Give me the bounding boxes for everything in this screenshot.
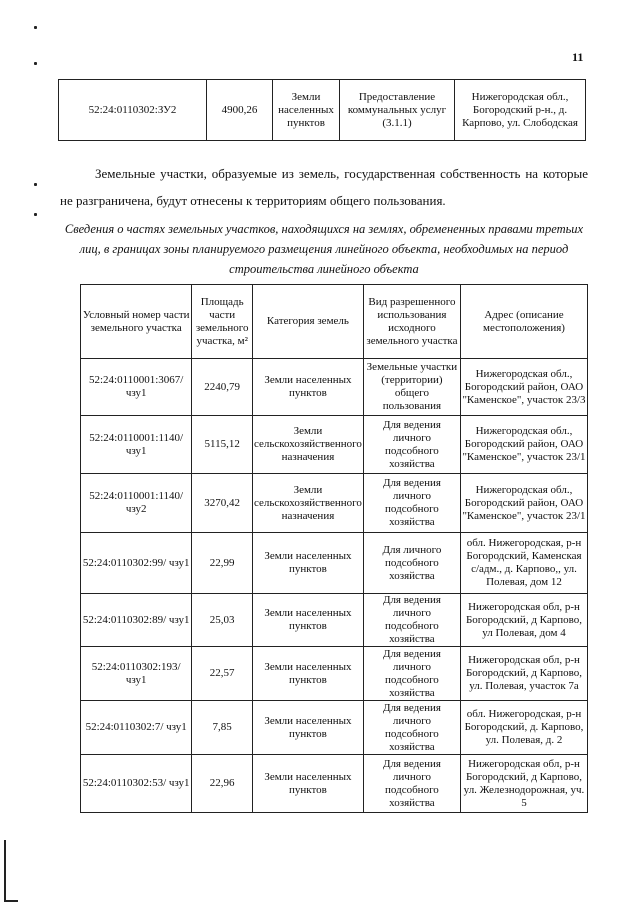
column-header: Вид разрешенного использования исходного земельного участка: [363, 285, 460, 359]
table-cell: Для ведения личного подсобного хозяйства: [363, 701, 460, 755]
table-cell: Земли сельскохозяйственного назначения: [252, 474, 363, 533]
table-cell: обл. Нижегородская, р-н Богородский, Каменская с/адм., д. Карпово,, ул. Полевая, дом 12: [460, 533, 587, 594]
parts-table: [80, 284, 588, 813]
table-cell: Нижегородская обл., Богородский р-н., д. Карпово, ул. Слободская: [455, 80, 586, 141]
table-row: [81, 755, 588, 813]
table-cell: Земли населенных пунктов: [252, 701, 363, 755]
table-cell: 25,03: [192, 594, 253, 647]
table-cell: 52:24:0110001:3067/ чзу1: [81, 359, 192, 416]
binder-line: [4, 840, 6, 902]
table-cell: 4900,26: [207, 80, 273, 141]
margin-mark: [34, 62, 37, 65]
table-row: [81, 359, 588, 416]
margin-mark: [34, 183, 37, 186]
table-cell: 2240,79: [192, 359, 253, 416]
table-cell: Предоставление коммунальных услуг (3.1.1): [340, 80, 455, 141]
table-cell: 52:24:0110302:ЗУ2: [59, 80, 207, 141]
table-cell: 52:24:0110302:7/ чзу1: [81, 701, 192, 755]
table-cell: Нижегородская обл., Богородский район, ОАО "Каменское", участок 23/1: [460, 416, 587, 474]
table-cell: Нижегородская обл, р-н Богородский, д Карпово, ул Полевая, дом 4: [460, 594, 587, 647]
table-cell: 5115,12: [192, 416, 253, 474]
table-cell: Земли населенных пунктов: [273, 80, 340, 141]
table-row: [59, 80, 586, 141]
table-cell: Для ведения личного подсобного хозяйства: [363, 594, 460, 647]
table-cell: Нижегородская обл., Богородский район, ОАО "Каменское", участок 23/1: [460, 474, 587, 533]
table-cell: Для ведения личного подсобного хозяйства: [363, 755, 460, 813]
top-table: [58, 79, 586, 141]
table-cell: Земли населенных пунктов: [252, 359, 363, 416]
table-cell: Земли населенных пунктов: [252, 533, 363, 594]
body-paragraph: Земельные участки, образуемые из земель, государственная собственность на которые не разграничена, будут отнесены к территориям общего пользования.: [60, 166, 588, 208]
table-cell: Для личного подсобного хозяйства: [363, 533, 460, 594]
margin-mark: [34, 26, 37, 29]
column-header: Площадь части земельного участка, м²: [192, 285, 253, 359]
table-cell: обл. Нижегородская, р-н Богородский, д. Карпово, ул. Полевая, д. 2: [460, 701, 587, 755]
table-header-row: [81, 285, 588, 359]
margin-mark: [34, 213, 37, 216]
table-cell: 22,96: [192, 755, 253, 813]
table-cell: Нижегородская обл, р-н Богородский, д Карпово, ул. Железнодорожная, уч. 5: [460, 755, 587, 813]
binder-line: [4, 900, 18, 902]
table-cell: 22,99: [192, 533, 253, 594]
table-cell: 3270,42: [192, 474, 253, 533]
table-cell: 52:24:0110302:53/ чзу1: [81, 755, 192, 813]
table-row: [81, 647, 588, 701]
page-number: 11: [572, 50, 584, 64]
table-cell: Для ведения личного подсобного хозяйства: [363, 647, 460, 701]
table-cell: 7,85: [192, 701, 253, 755]
table-cell: 52:24:0110001:1140/ чзу1: [81, 416, 192, 474]
table-cell: Земли населенных пунктов: [252, 594, 363, 647]
section-heading: Сведения о частях земельных участков, находящихся на землях, обремененных правами третьих лиц, в границах зоны планируемого размещения линейного объекта, необходимых на период строительства линейного объекта: [64, 222, 584, 276]
table-row: [81, 474, 588, 533]
table-cell: Нижегородская обл, р-н Богородский, д Карпово, ул. Полевая, участок 7а: [460, 647, 587, 701]
table-cell: 52:24:0110302:193/ чзу1: [81, 647, 192, 701]
column-header: Адрес (описание местоположения): [460, 285, 587, 359]
table-cell: Нижегородская обл., Богородский район, ОАО "Каменское", участок 23/3: [460, 359, 587, 416]
table-cell: 52:24:0110302:89/ чзу1: [81, 594, 192, 647]
table-cell: Для ведения личного подсобного хозяйства: [363, 474, 460, 533]
table-cell: 52:24:0110001:1140/ чзу2: [81, 474, 192, 533]
table-cell: Земли населенных пунктов: [252, 647, 363, 701]
table-cell: 52:24:0110302:99/ чзу1: [81, 533, 192, 594]
table-row: [81, 594, 588, 647]
column-header: Категория земель: [252, 285, 363, 359]
column-header: Условный номер части земельного участка: [81, 285, 192, 359]
table-cell: Земельные участки (территории) общего пользования: [363, 359, 460, 416]
table-row: [81, 533, 588, 594]
table-cell: Земли сельскохозяйственного назначения: [252, 416, 363, 474]
table-row: [81, 416, 588, 474]
table-cell: Для ведения личного подсобного хозяйства: [363, 416, 460, 474]
table-row: [81, 701, 588, 755]
table-cell: Земли населенных пунктов: [252, 755, 363, 813]
table-cell: 22,57: [192, 647, 253, 701]
